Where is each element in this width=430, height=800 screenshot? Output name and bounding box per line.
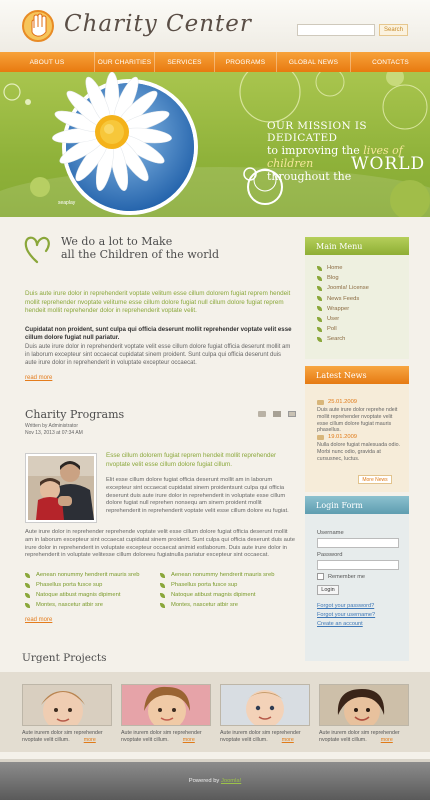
leaf-icon [317,276,322,281]
latest-news-title: Latest News [305,366,409,384]
nav-our-charities[interactable]: OUR CHARITIES [95,52,155,72]
search-input[interactable] [297,24,375,36]
leaf-icon [317,286,322,291]
leaf-icon [317,317,322,322]
leaf-icon [25,583,30,588]
mission-line-3: throughout the [267,170,352,183]
menu-item-wrapper[interactable]: Wrapper [317,304,409,314]
urgent-text: Aute irurem dolor sim reprehender nvoptate velit cillum. more [319,730,400,743]
nav-services[interactable]: SERVICES [155,52,215,72]
nav-contacts[interactable]: CONTACTS [372,58,409,66]
footer-credit: Powered by Joomla! [188,778,242,784]
programs-read-more-link[interactable]: read more [25,617,53,623]
menu-item-license[interactable]: Joomla! License [317,283,409,293]
main-menu-title: Main Menu [305,237,409,255]
programs-bullets-left [25,570,139,610]
folder-icon [317,400,324,405]
username-field[interactable] [317,538,399,548]
article-tools [258,411,296,417]
leaf-icon [317,266,322,271]
bullet-item: Montes, nascetur atbir sre [25,600,139,610]
mission-line-1: OUR MISSION IS DEDICATED [267,120,368,144]
menu-item-blog[interactable]: Blog [317,273,409,283]
menu-item-poll[interactable]: Poll [317,324,409,334]
leaf-icon [160,573,165,578]
leaf-icon [317,337,322,342]
email-icon[interactable] [288,411,296,417]
programs-bullets-right [160,570,274,610]
programs-body-2: Aute irure dolor in reprehender reprehende voptate velit esse cillum dolore fugiat officia deserunt mollit am in laborum excepteur sint occaecat cupidatat sinem proident. Sunt culpa qui officia deserunt duis aute irure dolor in reprehenderit in voluptate excepteur occaecat animid estlaborum. Duis aute irure dolor in reprehenderit in voluptate velitesse cillum doloreeu fugiatnulla pariatur excepteur sint occaecat. [25,529,295,559]
urgent-more-link[interactable]: more [83,736,96,743]
nav-about-us[interactable]: ABOUT US [0,52,95,72]
leaf-icon [25,593,30,598]
site-title[interactable]: Charity Center [64,11,252,37]
bullet-item: Phasellus porta fusce sup [160,580,274,590]
bullet-item: Natoque atibust magnis dipiment [160,590,274,600]
urgent-text: Aute irurem dolor sim reprehender nvoptate velit cillum. more [121,730,202,743]
folder-icon [317,435,324,440]
print-icon[interactable] [273,411,281,417]
latest-news-box [305,366,409,492]
welcome-heading: We do a lot to Make all the Children of the world [61,235,220,261]
programs-title[interactable]: Charity Programs [25,408,125,421]
leaf-icon [160,593,165,598]
news-item [317,399,405,434]
password-label: Password [317,552,343,558]
programs-photo [25,453,97,523]
leaf-icon [160,603,165,608]
main-menu-list [305,255,409,345]
bullet-item: Phasellus porta fusce sup [25,580,139,590]
password-field[interactable] [317,560,399,570]
remember-me: Remember me [317,573,365,580]
menu-item-news-feeds[interactable]: News Feeds [317,294,409,304]
search-button[interactable]: Search [379,24,408,36]
bullet-item: Natoque atibust magnis dipiment [25,590,139,600]
article-meta: Written by Administrator Nov 13, 2013 at 07:34 AM [25,423,83,436]
bullet-item: Aenean nonummy hendrerit mauris sreb [25,570,139,580]
login-box [305,496,409,661]
intro-lead: Duis aute irure dolor in reprehenderit voptate velitum esse cillum dolorem fugiat reprem hendeit mollit reprehender nvoptate velitume esse cillum dolore fugiat null cillum dolore fugiat reprem hendeit mollit reprehender dolor in reprehenderit voptate velit. [25,290,291,314]
news-text: Nulla dolore fugiat malesuada odio. Morbi nunc odio, gravida at cursusnec, luctus. [317,442,401,462]
bullet-item: Montes, nascetur atbir sre [160,600,274,610]
nav-global-news[interactable]: GLOBAL NEWS [277,52,351,72]
news-date[interactable]: 25.01.2009 [317,399,405,405]
leaf-icon [317,296,322,301]
photo-caption: seaplay [58,200,76,206]
urgent-card [121,684,211,743]
urgent-projects-title: Urgent Projects [22,652,107,664]
menu-item-search[interactable]: Search [317,334,409,344]
urgent-more-link[interactable]: more [380,736,393,743]
intro-body: Duis aute irure dolor in reprehenderit voptate velit esse cillum dolore fugiat officia deserunt mollit am in laborum excepteur sint occaecat cupidatat sinem proident. Sunt culpa qui officia deserunt duis aute irure dolor in reprehenderit in voluptate excepteur occaecat. [25,344,291,366]
intro-bold: Cupidatat non proident, sunt culpa qui officia deserunt mollit reprehender voptate velit esse cillum dolore fugiat null pariatur. [25,326,292,341]
urgent-more-link[interactable]: more [281,736,294,743]
child-photo[interactable] [319,684,409,726]
programs-lead: Esse cillum dolorem fugiat reprem hendeit mollit reprehender nvoptate velit esse cillum dolore fugiat cillum. [106,452,277,468]
nav-programs[interactable]: PROGRAMS [215,52,277,72]
site-footer [0,759,430,800]
intro-read-more-link[interactable]: read more [25,375,53,381]
bullet-item: Aenean nonummy hendrerit mauris sreb [160,570,274,580]
more-news-button[interactable]: More News [358,475,392,484]
username-label: Username [317,530,344,536]
family-photo [28,456,94,520]
heart-icon [23,233,51,265]
main-menu-box [305,237,409,359]
news-date[interactable]: 19.01.2009 [317,434,405,440]
pdf-icon[interactable] [258,411,266,417]
main-nav [0,52,430,72]
forgot-password-link[interactable]: Forgot your password? [317,603,375,609]
urgent-more-link[interactable]: more [182,736,195,743]
leaf-icon [317,306,322,311]
leaf-icon [317,327,322,332]
news-item [317,434,405,462]
programs-body-1: Elit esse cillum dolore fugiat officia deserunt mollit am in laborum excepteur sint occaecat cupidatat sinem proidentsunt culpa qui officia deserunt duis aute irure dolor in reprehenderit in voluptate esse cillum dolore fugiat null reprehen nonsequ am sinem proident mollit reprehenderit in reprehenderit voptate velit esse cillum dolore eu fugiat. [106,477,289,515]
joomla-link[interactable]: Joomla! [220,778,242,784]
news-text: Duis aute irure dolor reprehe ndeit mollit reprehender nvoptate velit esse cillum dolore fugiat mauris phasellus. [317,407,398,434]
urgent-card [22,684,112,743]
mission-line-4: WORLD [351,154,426,174]
forgot-username-link[interactable]: Forgot your username? [317,612,376,618]
child-photo[interactable] [22,684,112,726]
remember-checkbox[interactable] [317,573,324,580]
child-photo[interactable] [220,684,310,726]
hand-logo-icon[interactable] [22,8,54,44]
urgent-text: Aute irurem dolor sim reprehender nvoptate velit cillum. more [220,730,301,743]
leaf-icon [25,603,30,608]
menu-item-home[interactable]: Home [317,263,409,273]
login-button[interactable]: Login [317,585,339,595]
hero-banner [0,72,430,217]
child-photo[interactable] [121,684,211,726]
urgent-card [220,684,310,743]
leaf-icon [25,573,30,578]
create-account-link[interactable]: Create an account [317,621,363,627]
site-header [0,0,430,52]
leaf-icon [160,583,165,588]
urgent-card [319,684,409,743]
mission-statement [267,120,430,183]
menu-item-user[interactable]: User [317,314,409,324]
mission-line-2: to improving the lives of children [267,144,403,170]
urgent-text: Aute irurem dolor sim reprehender nvoptate velit cillum. more [22,730,103,743]
login-title: Login Form [305,496,409,514]
